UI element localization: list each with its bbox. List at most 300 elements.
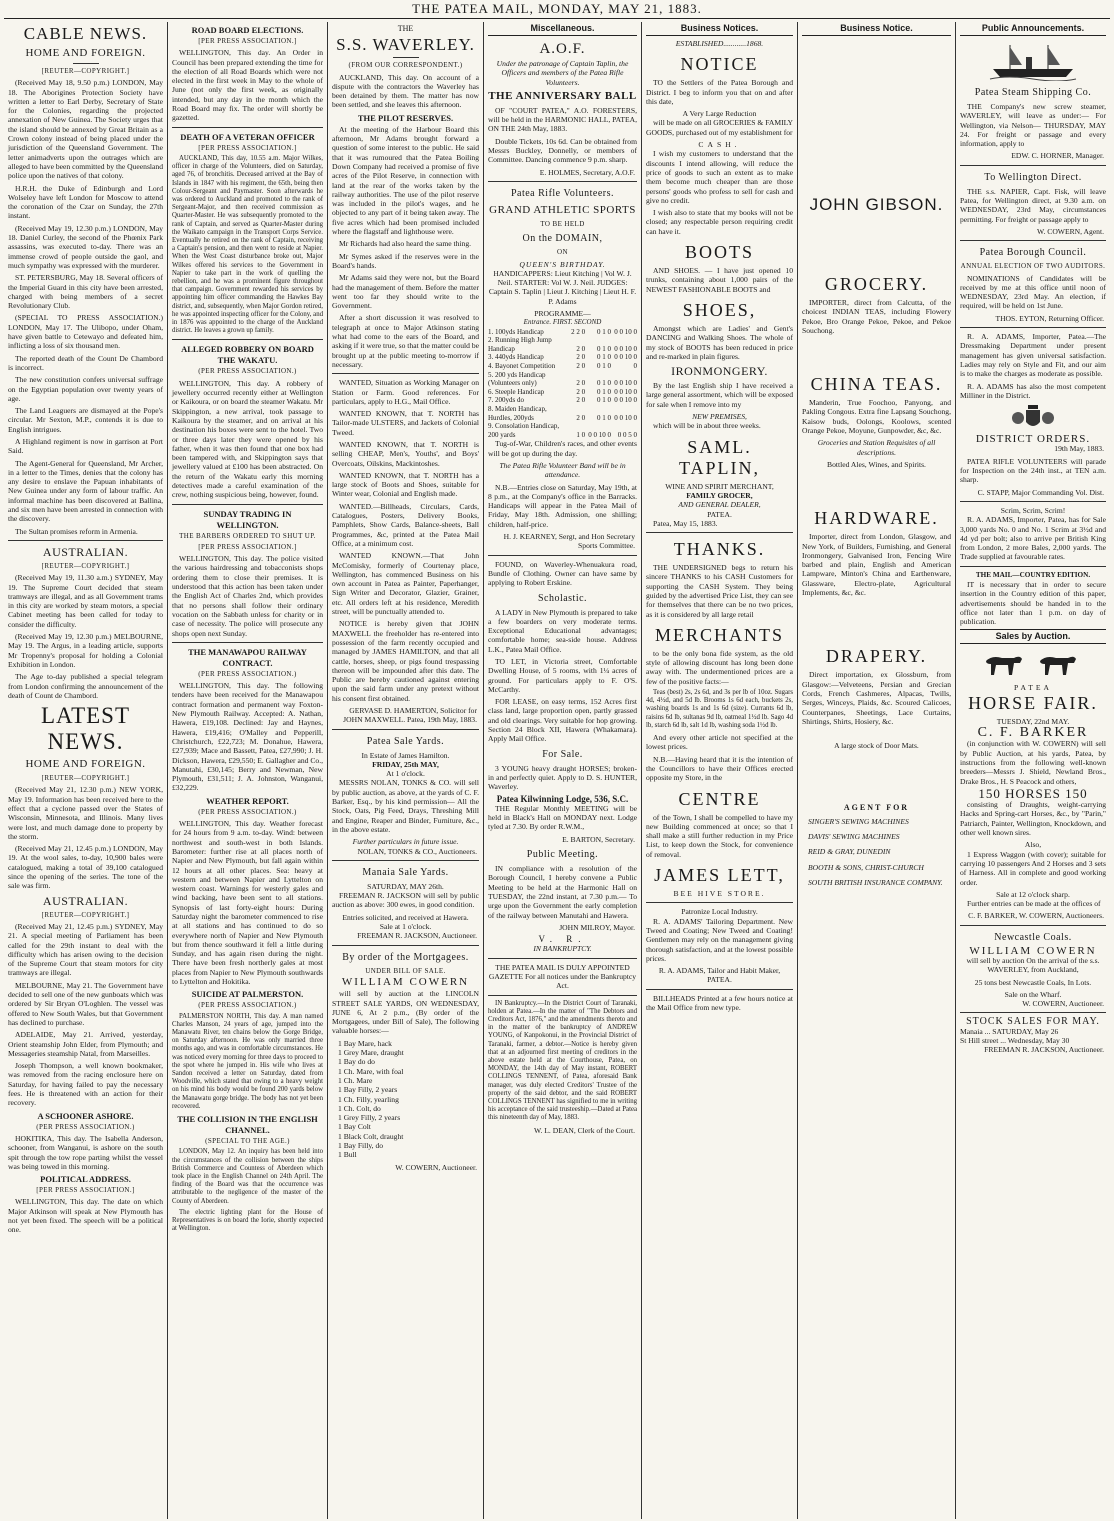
programme-row	[488, 388, 637, 397]
article-paragraph: (Received May 21, 12.30 p.m.) NEW YORK, May 19. Information has been received here to the effect that a cyclone passed over the States of Wisconsin, Minnesota, and Illinois. Many lives were lost, and much damage done to property by the storm.	[8, 785, 163, 841]
divider	[646, 989, 793, 990]
divider	[960, 240, 1106, 241]
article-paragraph: AUCKLAND, This day. On account of a dispute with the contractors the Waverley has been detained by them. The matter has now been settled, and she leaves this afternoon.	[332, 72, 479, 110]
auction-signature: FREEMAN R. JACKSON, Auctioneer.	[357, 931, 477, 941]
event-first-prize: 0 1 0	[597, 327, 612, 336]
event-fee: 2 0	[576, 344, 586, 353]
gibson-heading: JOHN GIBSON.	[809, 195, 944, 214]
event-second-prize	[611, 336, 637, 345]
sports-officials: HANDICAPPERS: Lieut Kitching | Vol W. J. Neil. STARTER: Vol W. J. Neil. JUDGES: Captain S. Taplin | Lieut J. Kitching | Lieut H. F. P. Adams	[488, 268, 637, 306]
article-paragraph: (Received May 18, 9.50 p.m.) LONDON, May 18. The Aborigines Protection Society have written a letter to Earl Derby, Secretary of State for the Colonies, regarding the projected annexation of New Guinea. The Society urges that the island should be annexed by Great Britain as a Crown colony instead of being placed under the jurisdiction of the Queensland Government. The letter animadverts upon the outrages which are alleged to have been committed by the Queensland police upon the natives of that colony.	[8, 78, 163, 181]
list-item: 1 Grey Mare, draught	[338, 1048, 404, 1058]
district-orders-title: DISTRICT ORDERS.	[975, 433, 1091, 446]
list-item: 1 Ch. Colt, do	[338, 1103, 381, 1113]
article-paragraph: The Land Leaguers are dismayed at the Pope's circular. Mr Sexton, M.P., contends it is due to English intrigues.	[8, 406, 163, 434]
divider	[960, 1012, 1106, 1013]
article-paragraph: LONDON, May 12. An inquiry has been held into the circumstances of the collision between the ships British Commerce and Countess of Aberdeen which took place in the English Channel on 24th April. The finding of the Board was that the occurrence was attributable to the negligence of the master of the County of Aberdeen.	[172, 1148, 323, 1205]
event-first-prize: 0 1 0	[597, 362, 612, 371]
notice-paragraph: which will be in about three weeks.	[653, 421, 761, 431]
bankruptcy-title: IN BANKRUPTCY.	[533, 944, 592, 954]
event-second-prize	[611, 371, 637, 380]
dressmaking-ad: R. A. ADAMS, Importer, Patea.—The Dressmaking Department under present management has given universal satisfaction. Ladies may rely on Style and Fit, and our aim is to make the charges as moderate as possible.	[960, 332, 1106, 379]
thanks-paragraph: THE UNDERSIGNED begs to return his sincere THANKS to his CASH Customers for supporting the CASH System. They being guided by the advertised Price List, they can see for themselves that there can be no two prices, as it is considered by all large retail	[646, 563, 793, 619]
article-paragraph: H.R.H. the Duke of Edinburgh and Lord Wolseley have left London for Moscow to attend the coronation of the Czar on Sunday, the 27th instant.	[8, 183, 163, 221]
rifle-title: Patea Rifle Volunteers.	[510, 187, 615, 199]
drapery-heading: DRAPERY.	[825, 646, 928, 667]
merchants-heading: MERCHANTS	[654, 624, 784, 645]
china-teas-heading: CHINA TEAS.	[810, 374, 943, 395]
article-paragraph: ADELAIDE, May 21. Arrived, yesterday, Orient steamship John Elder, from Plymouth; and Messageries steamship Natal, from Marseilles.	[8, 1030, 163, 1058]
event-name: 9. Consolation Handicap,	[488, 422, 560, 431]
ball-paragraph: Double Tickets, 10s 6d. Can be obtained from Messrs Buckley, Donnelly, or members of Committee. Dancing commence 9 p.m. sharp.	[488, 136, 637, 165]
country-edition-title: THE MAIL—COUNTRY EDITION.	[975, 570, 1091, 579]
thanks-paragraph: N.B.—Having heard that it is the intention of the Councillors to have their Offices erected opposite my Store, in the	[646, 754, 793, 783]
programme-row	[488, 414, 637, 423]
fair-signature: C. F. BARKER, W. COWERN, Auctioneers.	[968, 911, 1104, 921]
event-first-prize: 0 1 0	[597, 344, 612, 353]
column-header: Business Notices.	[646, 22, 793, 36]
list-item: 1 Bay do do	[338, 1057, 375, 1067]
ironmongery-heading: IRONMONGERY.	[671, 364, 768, 379]
aof-patronage: Under the patronage of Captain Taplin, the Officers and members of the Patea Rifle Volunteers.	[496, 59, 629, 87]
reduction-heading: A Very Large Reduction	[682, 109, 757, 119]
sunday-trading-title: SUNDAY TRADING IN WELLINGTON.	[203, 508, 292, 530]
lodge-paragraph: THE Regular Monthly MEETING will be held in Black's Hall on MONDAY next. Lodge tyled at 7.30. By order R.W.M.,	[488, 803, 637, 832]
list-item: 1 Bay Filly, 2 years	[338, 1085, 398, 1095]
political-title: POLITICAL ADDRESS.	[40, 1174, 131, 1185]
wanted-ad: WANTED KNOWN, that T. NORTH is selling CHEAP, Men's, Youths', and Boys' Overcoats, Oilskins, Mackintoshes.	[332, 439, 479, 468]
coal-paragraph: will sell by auction On the arrival of the s.s. WAVERLEY, from Auckland,	[966, 956, 1100, 975]
article-paragraph: (Received May 19, 12.30 p.m.) LONDON, May 18. Daniel Curley, the second of the Phœnix Park assassins, was executed to-day. There was an immense crowd of people outside the gaol, and much sympathy was expressed with the murderer.	[8, 223, 163, 270]
ball-paragraph: OF "COURT PATEA," A.O. FORESTERS, will be held in the HARMONIC HALL, PATEA, ON THE 24th May, 1883.	[488, 105, 637, 134]
cowern-name: WILLIAM COWERN	[341, 975, 470, 988]
agency-item: BOOTH & SONS, CHRIST-CHURCH	[808, 862, 924, 872]
divider	[488, 555, 637, 556]
article-paragraph: (SPECIAL TO PRESS ASSOCIATION.) LONDON, May 17. The Ulibopo, under Oham, have given battle to Cetewayo and defeated him, inflicting a loss of six thousand men.	[8, 313, 163, 351]
stock-sales-title: STOCK SALES FOR MAY.	[966, 1016, 1100, 1028]
country-edition-paragraph: IT is necessary that in order to secure insertion in the Country edition of this paper, advertisements should be handed in to the office not later than 1 p.m. on day of publication.	[960, 579, 1106, 627]
credit-line: (PER PRESS ASSOCIATION.)	[198, 1001, 297, 1010]
australian-title: AUSTRALIAN.	[42, 893, 129, 908]
event-second-prize: 0	[633, 362, 637, 371]
gazette-notice: THE PATEA MAIL IS DULY APPOINTED GAZETTE For all notices under the Bankruptcy Act.	[488, 962, 637, 991]
divider	[646, 902, 793, 903]
horse-count: 150 HORSES 150	[978, 785, 1088, 801]
door-mats: A large stock of Door Mats.	[834, 741, 919, 751]
auction-signature: NOLAN, TONKS & CO., Auctioneers.	[357, 846, 477, 856]
taplin-line: AND GENERAL DEALER,	[678, 500, 761, 510]
divider	[488, 995, 637, 996]
notice-paragraph: I wish my customers to understand that the discounts I intend allowing, will reduce the price of goods to such an extent as to make them become much cheaper than are those persons' goods who profess to sell for cash and give no credit.	[646, 149, 793, 205]
event-name: 200 yards	[488, 430, 516, 439]
programme-row	[488, 379, 637, 388]
bee-hive-store: BEE HIVE STORE.	[673, 889, 766, 899]
column-miscellaneous	[484, 22, 642, 1519]
wanted-ad: WANTED KNOWN.—That John McComisky, formerly of Courtenay place, Wellington, has commenced Business on his own account in Patea as Painter, Paperhanger, Sign Writer and Decorator, Glazier, Grainer, etc. All orders left at his residence, Meredith street, will be punctually attended to.	[332, 551, 479, 617]
royal-arms-illustration	[960, 403, 1106, 433]
scrim-title: Scrim, Scrim, Scrim!	[1000, 505, 1066, 515]
article-paragraph: WELLINGTON, This day. The following tenders have been received for the Manawapou contract formation and permanent way Foxton-New Plymouth Railway. Accepted: A. Nathan, Hawera, £19,108. Declined: Jay and Haynes, Hawera, £19,416; O'Malley and Pepperill, Christchurch, £22,723; M. Donahue, Hawera, £27,939; Mace and Bassett, Patea, £27,990; J. H. Dickson, Hawera, £29,550; E. Gallagher and Co., Manutahi, £30,145; Berry and Newman, New Plymouth, £31,511; J. A. Johnston, Wanganui, £32,229.	[172, 681, 323, 793]
teas-paragraph: Bottled Ales, Wines, and Spirits.	[827, 459, 926, 469]
event-fee: 2 0	[576, 387, 586, 396]
patronize-heading: Patronize Local Industry.	[681, 907, 758, 917]
credit-line: [REUTER—COPYRIGHT.]	[41, 561, 130, 570]
horses-ad: 3 YOUNG heavy draught HORSES; broken-in and perfectly quiet. Apply to D. S. HUNTER, Waverley.	[488, 763, 637, 792]
tailoring-signature: R. A. ADAMS, Tailor and Habit Maker, PATEA.	[658, 966, 781, 985]
event-name: 5. 200 yds Handicap	[488, 370, 546, 379]
article-paragraph: WELLINGTON, This day. The police visited the various hairdressing and tobacconists shops ordering them to close their premises. It is understood that this action has been taken under the English Act of Charles 2nd, which provides that no persons shall follow their ordinary vocation on the Sabbath unless for charity or in case of necessity. The police will prosecute any shops open next Sunday.	[172, 554, 323, 638]
column-public-announcements	[956, 22, 1110, 1519]
bankruptcy-signature: W. L. DEAN, Clerk of the Court.	[534, 1125, 635, 1135]
article-paragraph: PALMERSTON NORTH, This day. A man named Charles Manson, 24 years of age, jumped into the Manawatu River, ten chains below the Gorge Bridge, on Saturday afternoon. He was only married three months ago, and was in comfortable circumstances. He was noticed every morning for three days to proceed to the spot where he jumped in. His wife who lives at Sandon received a letter on Saturday, dated from Woodville, which stated that owing to a heavy weight on his mind his body would be found 200 yards below the Manawatu gorge bridge. The body has not yet been recovered.	[172, 1012, 323, 1110]
credit-line: [PER PRESS ASSOCIATION.]	[198, 143, 297, 152]
horse-fair-date: TUESDAY, 22nd MAY.	[996, 716, 1070, 726]
event-first-prize: 0 0 10 0	[588, 430, 612, 439]
thanks-paragraph: And every other article not specified at the lowest prices.	[646, 733, 793, 752]
scrim-paragraph: R. A. ADAMS, Importer, Patea, has for Sale 3,000 yards No. 0 and No. 1 Scrim at 3½d and 4d yd per bolt; also to arrive per British King from London, 2 more Bales, 2,000 yards. The Trade supplied at favourable rates.	[960, 515, 1106, 562]
event-second-prize	[611, 405, 637, 414]
coal-auctioneer: WILLIAM COWERN	[969, 944, 1097, 957]
column-business-notices	[642, 22, 798, 1519]
waverley-the: THE	[397, 24, 414, 33]
dressmaking-ad: R. A. ADAMS has also the most competent Milliner in the District.	[960, 381, 1106, 400]
article-paragraph: Mr Symes asked if the reserves were in the Board's hands.	[332, 251, 479, 270]
thanks-heading: THANKS.	[673, 539, 766, 560]
event-fee: 2 0	[576, 362, 586, 371]
article-paragraph: Mr Richards had also heard the same thing.	[339, 239, 472, 249]
coal-title: Newcastle Coals.	[994, 931, 1072, 943]
ball-title: THE ANNIVERSARY BALL	[488, 89, 637, 102]
fair-place: PATEA	[1014, 683, 1052, 693]
royal-cipher: V. R.	[538, 934, 587, 945]
sports-signature: H. J. KEARNEY, Sergt, and Hon Secretary Sports Committee.	[503, 532, 635, 551]
programme-table	[488, 328, 637, 440]
event-first-prize: 0 1 0	[597, 379, 612, 388]
manaia-entries: Entries solicited, and received at Hawera.	[342, 912, 469, 922]
for-sale-title: For Sale.	[542, 748, 583, 760]
credit-line: (PER PRESS ASSOCIATION.)	[198, 669, 297, 678]
agency-item: REID & GRAY, DUNEDIN	[808, 847, 891, 857]
event-name: 4. Bayonet Competition	[488, 362, 556, 371]
article-paragraph: The new constitution confers universal suffrage on the Egyptian population over twenty years of age.	[8, 375, 163, 403]
lett-heading: JAMES LETT,	[654, 865, 785, 886]
wellington-paragraph: THE s.s. NAPIER, Capt. Fisk, will leave Patea, for Wellington direct, at 9.30 a.m. on WEDNESDAY, 23rd May, circumstances permitting. For freight or passage apply to	[960, 186, 1106, 224]
divider	[332, 945, 479, 946]
steam-shipping-title: Patea Steam Shipping Co.	[974, 87, 1092, 98]
article-paragraph: ST. PETERSBURG, May 18. Several officers of the Imperial Guard in this city have been arrested, charged with being members of a secret Revolutionary Club.	[8, 273, 163, 311]
column-header: Public Announcements.	[960, 22, 1106, 36]
event-fee: 2 0	[576, 413, 586, 422]
article-paragraph: (Received May 19, 12.30 p.m.) MELBOURNE, May 19. The Argus, in a leading article, supports Mr Tropenny's proposal for holding a Colonial Exhibition in London.	[8, 632, 163, 669]
steamship-icon	[988, 41, 1078, 81]
programme-title: PROGRAMME—	[534, 309, 591, 319]
agency-item: DAVIS' SEWING MACHINES	[808, 832, 900, 842]
event-name: 3. 440yds Handicap	[488, 353, 544, 362]
hardware-heading: HARDWARE.	[814, 508, 939, 529]
divider	[393, 57, 419, 58]
sports-paragraph: N.B.—Entries close on Saturday, May 19th, at 8 p.m., at the Company's office in the Barracks. Handicaps will appear in the Patea Mail of Friday, May 18th. Admission, one shilling; children, half-price.	[488, 482, 637, 529]
divider	[73, 63, 99, 64]
article-paragraph: The Age to-day published a special telegram from London confirming the announcement of the death of Count de Chambord.	[8, 672, 163, 700]
latest-news-subtitle: HOME AND FOREIGN.	[25, 758, 146, 771]
latest-news-title: LATEST NEWS.	[40, 703, 131, 755]
event-fee	[569, 405, 585, 414]
notice-paragraph: By the last English ship I have received a large general assortment, which will be exposed for sale when I remove into my	[646, 381, 793, 409]
event-first-prize	[585, 405, 611, 414]
event-name: 6. Steeple Handicap	[488, 387, 545, 396]
event-name: 8. Maiden Handicap,	[488, 404, 547, 413]
drapery-paragraph: Direct importation, ex Glossburn, from Glasgow:—Velveteens, Persian and Grecian Cords, French Cashmeres, Alpacas, Twills, Serges, Winceys, Plaids, &c. Scoured Calicoes, Counterpanes, Sheetings, Lace Curtains, Shirtings, Shirts, Hosiery, &c.	[802, 670, 951, 726]
coat-of-arms-icon	[1008, 404, 1058, 432]
collision-title: THE COLLISION IN THE ENGLISH CHANNEL.	[177, 1114, 318, 1136]
article-paragraph: The electric lighting plant for the House of Representatives is on board the Iorie, shortly expected at Wellington.	[172, 1208, 323, 1233]
event-fee: 2 0	[576, 379, 586, 388]
sale-yards-time: At 1 o'clock.	[386, 769, 425, 779]
divider	[960, 327, 1106, 328]
programme-header: Entrance. FIRST. SECOND	[523, 318, 602, 327]
australian-title: AUSTRALIAN.	[42, 544, 129, 559]
shoes-heading: SHOES,	[682, 299, 757, 320]
borough-paragraph: NOMINATIONS of Candidates will be received by me at this office until noon of WEDNESDAY, 23rd May. An election, if required, will be held on 1st June.	[960, 273, 1106, 311]
divider	[960, 566, 1106, 567]
event-first-prize	[585, 336, 611, 345]
credit-line: (PER PRESS ASSOCIATION.)	[198, 807, 297, 816]
programme-row	[488, 328, 637, 337]
taplin-heading: SAML. TAPLIN,	[678, 436, 761, 478]
event-name: Hurdles, 200yds	[488, 413, 534, 422]
sale-yards-subtitle: In Estate of James Hamilton.	[361, 750, 450, 760]
premises-heading: NEW PREMISES,	[692, 412, 747, 422]
divider	[172, 127, 323, 128]
article-paragraph: (Received May 21, 12.45 p.m.) LONDON, May 19. At the wool sales, to-day, 10,900 bales were catalogued, making a total of 39,100 catalogued since the opening of the series. The tone of the sale was firm.	[8, 844, 163, 891]
boots-heading: BOOTS	[684, 242, 754, 263]
sunday-trading-subtitle: THE BARBERS ORDERED TO SHUT UP.	[179, 531, 316, 540]
hardware-paragraph: Importer, direct from London, Glasgow, and New York, of Builders, Furnishing, and General Ironmongery, Galvanised Iron, Fencing Wire barbed and plain, English and American Lampware, Minton's China and Earthenware, Glassware, Electro-plate, Agricultural Implements, &c, &c.	[802, 532, 951, 598]
spacer	[802, 218, 951, 268]
credit-line: (SPECIAL TO THE AGE.)	[205, 1137, 290, 1146]
notice-signature: GERVASE D. HAMERTON, Solicitor for JOHN MAXWELL. Patea, 19th May, 1883.	[343, 706, 477, 725]
divider	[960, 925, 1106, 926]
article-paragraph: The reported death of the Count De Chambord is incorrect.	[8, 353, 163, 372]
list-item: 1 Bay Colt	[338, 1122, 371, 1132]
divider	[488, 958, 637, 959]
taplin-place: PATEA.	[707, 509, 732, 519]
steam-paragraph: THE Company's new screw steamer, WAVERLEY, will leave as under:— For Wellington, via Nelson— THURSDAY, MAY 24. For freight or passage and every information, apply to	[960, 102, 1106, 149]
spacer	[802, 39, 951, 189]
event-second-prize: 0 0 10 0	[614, 344, 637, 353]
stock-signature: FREEMAN R. JACKSON, Auctioneer.	[984, 1045, 1104, 1055]
list-item: 1 Grey Filly, 2 years	[338, 1113, 401, 1123]
notice-heading: NOTICE	[680, 54, 759, 75]
programme-row	[488, 336, 637, 345]
teas-paragraph: Groceries and Station Requisites of all descriptions.	[817, 438, 936, 457]
list-item: 1 Black Colt, draught	[338, 1131, 404, 1141]
article-paragraph: The Sultan promises reform in Armenia.	[15, 526, 138, 536]
spacer	[802, 753, 951, 803]
article-paragraph: WELLINGTON, This day. A robbery of jewellery occurred recently either at Wellington or Kaikoura, or on board the steamer Wakatu. Mr Skippington, a new arrival, took passage to Kaikoura by the steamer, and on arrival at his destination his boxes were sent to the hotel. Two or three days later they were opened by his father, when it was then found that one box had been tampered with, and Skippington says that jewellery valued at £100 has been abstracted. On the return of the Wakatu early this morning detectives made a careful examination of the crew, nothing suspicious being, however, found.	[172, 378, 323, 500]
sale-yards-title: Patea Sale Yards.	[366, 735, 445, 747]
also-heading: Also,	[1024, 840, 1042, 850]
cash-heading: CASH.	[698, 140, 741, 150]
programme-row	[488, 396, 637, 405]
thanks-paragraph: to be the only bona fide system, as the old style of allowing discount has long been done away with. The undermentioned prices are a few of the positive facts:—	[646, 648, 793, 686]
public-meeting-signature: JOHN MILROY, Mayor.	[559, 922, 635, 932]
coal-signature: W. COWERN, Auctioneer.	[1022, 999, 1104, 1009]
credit-line: [REUTER—COPYRIGHT.]	[41, 910, 130, 919]
credit-line: [REUTER—COPYRIGHT.]	[41, 67, 130, 75]
divider	[332, 860, 479, 861]
event-first-prize	[585, 422, 611, 431]
event-fee	[569, 422, 585, 431]
auction-signature: W. COWERN, Auctioneer.	[395, 1162, 477, 1172]
event-fee	[569, 371, 585, 380]
divider	[172, 504, 323, 505]
event-fee: 2 0	[576, 353, 586, 362]
district-signature: C. STAPP, Major Commanding Vol. Dist.	[977, 487, 1104, 497]
stock-line: Manaia ... SATURDAY, May 26	[960, 1026, 1059, 1036]
district-paragraph: PATEA RIFLE VOLUNTEERS will parade for Inspection on the 24th inst., at TEN a.m. sharp.	[960, 456, 1106, 485]
article-paragraph: Joseph Thompson, a well known bookmaker, was removed from the racing enclosure here on Saturday, for having failed to pay the necessary fees. He is threatened with an action for their recovery.	[8, 1061, 163, 1108]
agency-item: SINGER'S SEWING MACHINES	[808, 816, 909, 826]
credit-line: (FROM OUR CORRESPONDENT.)	[348, 61, 463, 70]
credit-line: [PER PRESS ASSOCIATION.]	[36, 1186, 135, 1195]
spacer	[802, 600, 951, 640]
event-fee: 2 0	[576, 396, 586, 405]
suicide-title: SUICIDE AT PALMERSTON.	[191, 989, 304, 1000]
divider	[332, 373, 479, 374]
article-paragraph: HOKITIKA, This day. The Isabella Anderson, schooner, from Wanganui, is ashore on the south spit through the tow rope parting whilst the vessel was being towed in this morning.	[8, 1133, 163, 1171]
article-paragraph: After a short discussion it was resolved to telegraph at once to Major Atkinson stating what had come to the ears of the Board, and asking if it were true, so that the matter could be brought up at the public meeting to-morrow if necessary.	[332, 313, 479, 369]
masthead: THE PATEA MAIL, MONDAY, MAY 21, 1883.	[412, 1, 702, 16]
event-first-prize: 0 1 0	[597, 387, 612, 396]
billheads-ad: BILLHEADS Printed at a few hours notice at the Mail Office from new type.	[646, 993, 793, 1013]
programme-row	[488, 431, 637, 440]
sports-on: ON	[557, 248, 568, 257]
article-paragraph: A Highland regiment is now in garrison at Port Said.	[8, 436, 163, 456]
taplin-date: Patea, May 15, 1883.	[653, 518, 718, 528]
programme-row	[488, 405, 637, 414]
list-item: 1 Ch. Mare, with foal	[338, 1066, 404, 1076]
divider	[332, 729, 479, 730]
bankruptcy-paragraph: IN Bankruptcy.—In the District Court of Taranaki, holden at Patea.—In the matter of "The Debtors and Creditors Act, 1876," and the amendments thereto and in the matter of the bankruptcy of ANDREW YOUNG, of Kanpokonui, in the Provincial District of Taranaki, farmer, a debtor.—Notice is hereby given that at an adjourned first meeting of creditors in the above estate held at the Courthouse, Patea, on MONDAY, the 14th day of May instant, ROBERT COLLINGS TENNENT, of Patea, aforesaid Bank manager, was duly elected Creditors' Trustee of the property of the said debtor, and the said ROBERT COLLINGS TENNENT has signified to me in writing his acceptance of the said trusteeship.—Dated at Patea this nineteenth day of May, 1883.	[488, 999, 637, 1122]
cable-news-subtitle: HOME AND FOREIGN.	[25, 47, 146, 59]
list-item: 1 Ch. Filly, yearling	[338, 1094, 399, 1104]
horse-icon	[978, 649, 1088, 679]
thanks-paragraph: of the Town, I shall be compelled to have my new Building commenced at once; so that I shall make a still further reduction in my Price List, to keep down the Stock, for convenience of removal.	[646, 812, 793, 859]
schooner-title: A SCHOONER ASHORE.	[37, 1110, 134, 1121]
ball-signature: E. HOLMES, Secretary, A.O.F.	[539, 167, 635, 177]
column-header: Business Notice.	[802, 22, 951, 36]
column-header: Miscellaneous.	[488, 22, 637, 36]
steamship-illustration	[960, 39, 1106, 83]
coal-wharf: Sale on the Wharf.	[1004, 989, 1062, 999]
event-second-prize: 0 0 10 0	[614, 379, 637, 388]
notice-paragraph: I wish also to state that my books will not be closed; any respectable person requiring credit can have it.	[646, 208, 793, 236]
event-name: Handicap	[488, 344, 515, 353]
credit-line: [REUTER—COPYRIGHT.]	[41, 774, 130, 783]
mortgagees-subtitle: UNDER BILL OF SALE.	[365, 966, 446, 975]
centre-heading: CENTRE	[678, 788, 761, 809]
event-name: 1. 100yds Handicap	[488, 327, 544, 336]
divider	[646, 532, 793, 533]
programme-row	[488, 371, 637, 380]
wanted-ad: WANTED.—Billheads, Circulars, Cards, Catalogues, Posters, Delivery Books, Pamphlets, Show Cards, Balance-sheets, Ball Programmes, &c, printed at the Patea Mail Office, at a minimum cost.	[332, 501, 479, 548]
event-first-prize	[585, 371, 611, 380]
event-second-prize	[611, 422, 637, 431]
agency-item: SOUTH BRITISH INSURANCE COMPANY.	[808, 877, 943, 887]
sports-title: GRAND ATHLETIC SPORTS	[489, 203, 636, 216]
sports-paragraph: Tug-of-War, Children's races, and other events will be got up during the day.	[488, 439, 637, 458]
robbery-title: ALLEGED ROBBERY ON BOARD THE WAKATU.	[181, 344, 314, 366]
horses-illustration	[960, 647, 1106, 681]
wanted-ad: WANTED KNOWN, that T. NORTH has Tailor-made ULSTERS, and Jackets of Colonial Tweed.	[332, 409, 479, 437]
auction-paragraph: will sell by auction at the LINCOLN STREET SALE YARDS, ON WEDNESDAY, JUNE 6, At 2 p.m., (By order of the Mortgagees, under Bill of Sale), The following valuable horses:—	[332, 989, 479, 1036]
wellington-signature: W. COWERN, Agent.	[1036, 226, 1104, 236]
borough-council-title: Patea Borough Council.	[979, 247, 1087, 259]
notice-paragraph: TO the Settlers of the Patea Borough and District. I beg to inform you that on and after this date,	[646, 78, 793, 106]
manaia-title: Manaia Sale Yards.	[362, 866, 449, 878]
sports-held: TO BE HELD	[540, 219, 585, 228]
stock-line: St Hill street ... Wednesday, May 30	[960, 1036, 1070, 1046]
credit-line: [PER PRESS ASSOCIATION.]	[198, 542, 297, 551]
event-second-prize: 0 0 10 0	[614, 353, 637, 362]
railway-title: THE MANAWAPOU RAILWAY CONTRACT.	[188, 646, 307, 668]
sale-time: Sale at 12 o'clock sharp.	[996, 889, 1070, 899]
article-paragraph: (Received May 21, 12.45 p.m.) SYDNEY, May 21. A special meeting of Parliament has been called for the 29th instant to deal with the difficulty which has arisen owing to the decision of the Supreme Court that steam motors for city tramways are illegal.	[8, 921, 163, 978]
public-meeting-paragraph: IN compliance with a resolution of the Borough Council, I hereby convene a Public Meeting to be held at the Harmonic Hall on TUESDAY, the 22nd instant, at 7.30 p.m.— To urge upon the Government the early completion of the railway between Manutahi and Hawera.	[488, 864, 637, 920]
notice-paragraph: AND SHOES. — I have just opened 10 trunks, containing about 1,000 pairs of the NEWEST FASHIONABLE BOOTS and	[646, 266, 793, 294]
event-first-prize: 0 1 0	[597, 396, 612, 405]
article-paragraph: The Agent-General for Queensland, Mr Archer, in a letter to the Times, denies that the colony has any desire to enslave the Papuan inhabitants of New Guinea under any form of labour traffic. An informal machine has been discovered at Ballina, and six men have been arrested in connection with the discovery.	[8, 458, 163, 524]
programme-row	[488, 345, 637, 354]
aof-title: A.O.F.	[539, 41, 586, 57]
article-paragraph: WELLINGTON, This day. An Order in Council has been prepared extending the time for the election of all Road Boards which were not elected in the first week in May to the whole of June (not only the first week, as originally intended, but any day in the month which the Road Board may fix. The order will shortly be gazetted.	[172, 48, 323, 123]
waverley-title: S.S. WAVERLEY.	[336, 35, 475, 55]
list-item: 1 Bull	[338, 1150, 357, 1160]
divider	[8, 540, 163, 541]
scholastic-ad: A LADY in New Plymouth is prepared to take a few boarders on very moderate terms. Exceptional Educational advantages; comfortable home; sea-side house. Address L.K., Patea Mail Office.	[488, 607, 637, 654]
divider	[960, 501, 1106, 502]
steam-signature: EDW. C. HORNER, Manager.	[1011, 151, 1104, 161]
road-board-title: ROAD BOARD ELECTIONS.	[191, 25, 304, 35]
event-first-prize: 0 1 0	[597, 353, 612, 362]
list-item: 1 Bay Filly, do	[338, 1140, 384, 1150]
notice-paragraph: Amongst which are Ladies' and Gent's DANCING and Walking Shoes. The whole of my stock of BOOTS has been reduced in price and re-marked in plain figures.	[646, 323, 793, 361]
article-paragraph: (Received May 19, 11.30 a.m.) SYDNEY, May 19. The Supreme Court decided that steam tramways are illegal, and as all Government trams in this city are worked by steam motors, a special Cabinet meeting has been called for today to consider the difficulty.	[8, 573, 163, 629]
manaia-time: Sale at 1 o'clock.	[379, 922, 432, 932]
article-paragraph: MELBOURNE, May 21. The Government have decided to sell one of the new gunboats which was ordered by Sir Bryan O'Loghlen. The vessel was offered to New South Wales, but that Government has declined to purchase.	[8, 980, 163, 1027]
event-fee	[569, 336, 585, 345]
divider	[960, 165, 1106, 166]
auction-paragraph: FREEMAN R. JACKSON will sell by public auction as above: 300 ewes, in good condition.	[332, 891, 479, 910]
wanted-ad: WANTED, Situation as Working Manager on Station or Farm. Good references. For particulars, apply to H.G., Mail Office.	[332, 378, 479, 406]
sports-band: The Patea Rifle Volunteer Band will be in attendance.	[499, 460, 626, 480]
auction-paragraph: MESSRS NOLAN, TONKS & CO. will sell by public auction, as above, at the yards of C. F. Barker, Esq., by his kind permission— All the Stock, Oats, Pig Feed, Drays, Threshing Mill and Engine, Reaper and Binder, Furniture, &c., in the above estate.	[332, 778, 479, 834]
column-waverley	[328, 22, 484, 1519]
agency-list	[808, 817, 951, 887]
borough-signature: THOS. EYTON, Returning Officer.	[995, 313, 1104, 323]
public-meeting-title: Public Meeting.	[526, 849, 599, 861]
borough-subtitle: ANNUAL ELECTION OF TWO AUDITORS.	[960, 262, 1106, 271]
sports-day: QUEEN'S BIRTHDAY.	[519, 259, 606, 269]
event-name: 7. 200yds do	[488, 396, 524, 405]
divider	[172, 339, 323, 340]
event-fee: 2 2 0	[571, 327, 586, 336]
barker-heading: C. F. BARKER	[977, 725, 1089, 741]
price-list: Teas (best) 2s, 2s 6d, and 3s per lb of 10oz. Sugars 4d, 4½d, and 5d lb. Brooms 1s 6d each, buckets 2s, washing boards 1s and 1s 6d (size). Currants 6d lb, raisins 6d lb, sultanas 9d lb, oatmeal 1½d lb. Sago 4d lb, starch 6d lb, salt 1d lb, washing soda 1½d lb.	[646, 689, 793, 729]
auction-header: Sales by Auction.	[960, 629, 1106, 644]
tailoring-ad: R. A. ADAMS' Tailoring Department. New Tweed and Coating; New Tweed and Coating! Gentlemen may rely on the management giving thorough satisfaction, and at the lowest possible prices.	[646, 916, 793, 963]
